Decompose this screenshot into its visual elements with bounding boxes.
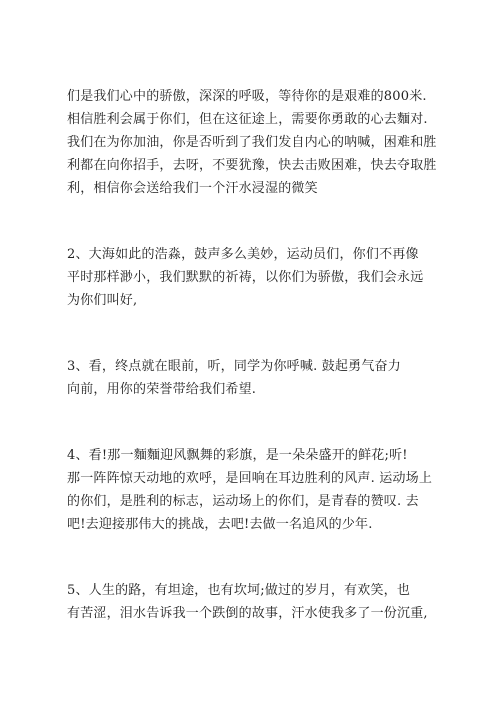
text-line: 的你们，是胜利的标志，运动场上的你们，是青春的赞叹. 去 [67, 494, 419, 509]
paragraph-spacer [67, 401, 447, 444]
text-line: 2、大海如此的浩淼，鼓声多么美妙，运动员们，你们不再像 [67, 247, 419, 262]
paragraph-spacer [67, 536, 447, 579]
text-line: 向前，用你的荣誉带给我们希望. [67, 382, 257, 397]
text-line: 我们在为你加油，你是否听到了我们发自内心的呐喊，困难和胜 [67, 135, 437, 150]
text-line: 平时那样渺小，我们默默的祈祷，以你们为骄傲，我们会永远 [67, 270, 424, 285]
text-line: 利都在向你招手，去呀，不要犹豫，快去击败困难，快去夺取胜 [67, 158, 437, 173]
paragraph-spacer [67, 312, 447, 355]
text-line: 4、看!那一麵麵迎风飘舞的彩旗，是一朵朵盛开的鲜花;听! [67, 448, 408, 463]
text-line: 3、看，终点就在眼前，听，同学为你呼喊. 鼓起勇气奋力 [67, 359, 401, 374]
text-line: 相信胜利会属于你们，但在这征途上，需要你勇敢的心去麵对. [67, 112, 428, 127]
document-body [67, 85, 447, 625]
paragraph-4 [67, 444, 447, 536]
text-line: 吧!去迎接那伟大的挑战，去吧!去做一名追风的少年. [67, 517, 373, 532]
text-line: 那一阵阵惊天动地的欢呼，是回响在耳边胜利的风声. 运动场上 [67, 471, 433, 486]
text-line: 5、人生的路，有坦途，也有坎坷;做过的岁月，有欢笑，也 [67, 583, 411, 598]
text-line: 们是我们心中的骄傲，深深的呼吸，等待你的是艰难的800米. [67, 89, 427, 104]
paragraph-2 [67, 243, 447, 312]
text-line: 有苦涩，泪水告诉我一个跌倒的故事，汗水使我多了一份沉重, [67, 606, 428, 621]
paragraph-spacer [67, 200, 447, 243]
paragraph-5 [67, 579, 447, 625]
paragraph-1 [67, 85, 447, 200]
text-line: 为你们叫好, [67, 293, 138, 308]
paragraph-3 [67, 355, 447, 401]
text-line: 利，相信你会送给我们一个汗水浸湿的微笑 [67, 181, 318, 196]
